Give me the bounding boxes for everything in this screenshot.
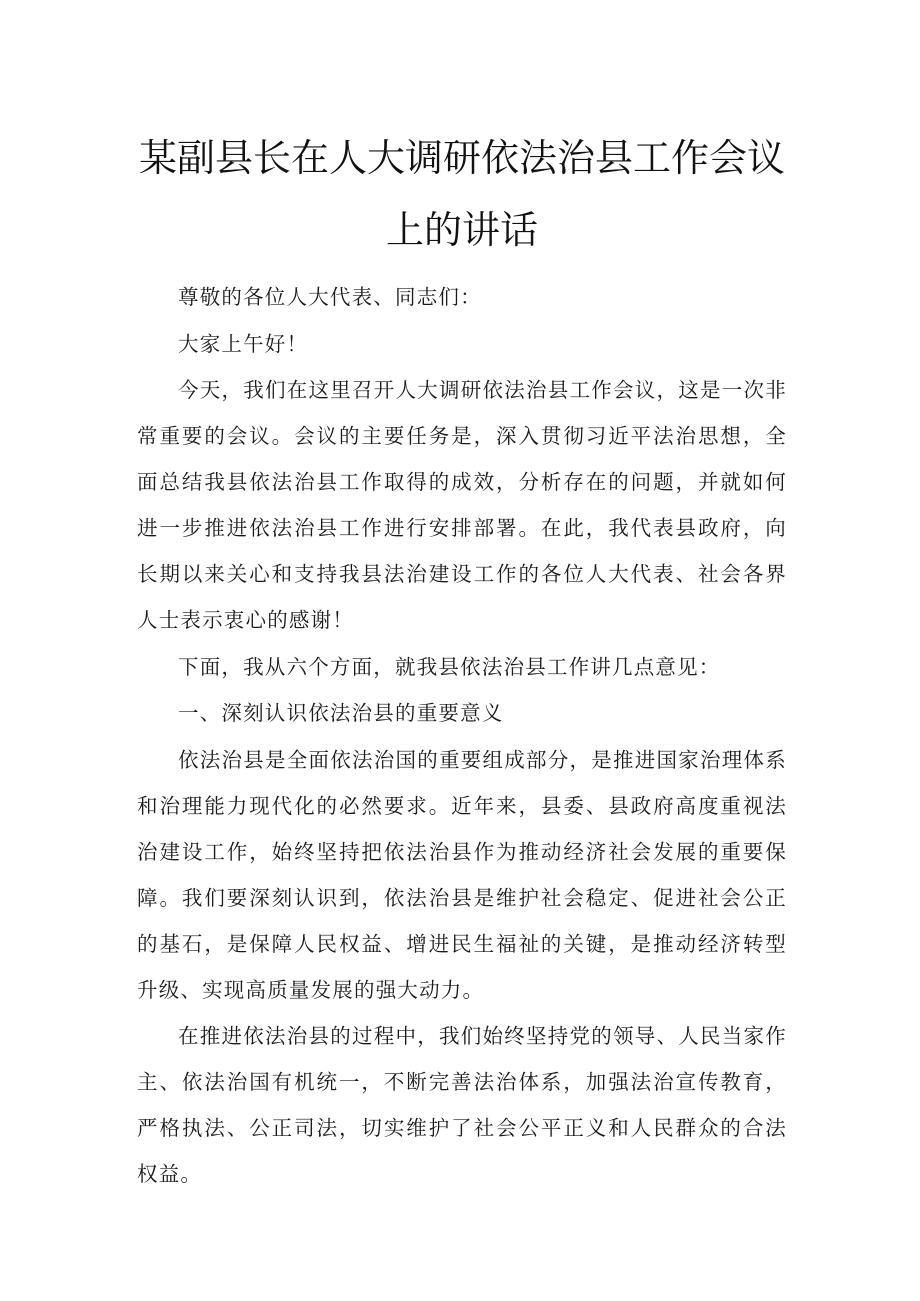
body-paragraph: 在推进依法治县的过程中，我们始终坚持党的领导、人民当家作主、依法治国有机统一，不断完善法治体系，加强法治宣传教育，严格执法、公正司法，切实维护了社会公平正义和人民群众的合法权益。	[137, 1024, 787, 1186]
salutation: 尊敬的各位人大代表、同志们：	[178, 285, 482, 309]
section-heading-1: 一、深刻认识依法治县的重要意义	[178, 701, 504, 725]
document-title	[137, 122, 787, 266]
outline-paragraph: 下面，我从六个方面，就我县依法治县工作讲几点意见：	[178, 654, 721, 679]
title-line-2: 上的讲话	[385, 208, 538, 252]
body-paragraph: 依法治县是全面依法治国的重要组成部分，是推进国家治理体系和治理能力现代化的必然要求。近年来，县委、县政府高度重视法治建设工作，始终坚持把依法治县作为推动经济社会发展的重要保障。我们要深刻认识到，依法治县是维护社会稳定、促进社会公正的基石，是保障人民权益、增进民生福祉的关键，是推动经济转型升级、实现高质量发展的强大动力。	[137, 747, 787, 1002]
title-line-1: 某副县长在人大调研依法治县工作会议	[138, 136, 785, 180]
greeting: 大家上午好！	[178, 331, 309, 356]
intro-paragraph: 今天，我们在这里召开人大调研依法治县工作会议，这是一次非常重要的会议。会议的主要任务是，深入贯彻习近平法治思想，全面总结我县依法治县工作取得的成效，分析存在的问题，并就如何进一步推进依法治县工作进行安排部署。在此，我代表县政府，向长期以来关心和支持我县法治建设工作的各位人大代表、社会各界人士表示衷心的感谢！	[137, 378, 787, 632]
document-page	[137, 122, 787, 1198]
